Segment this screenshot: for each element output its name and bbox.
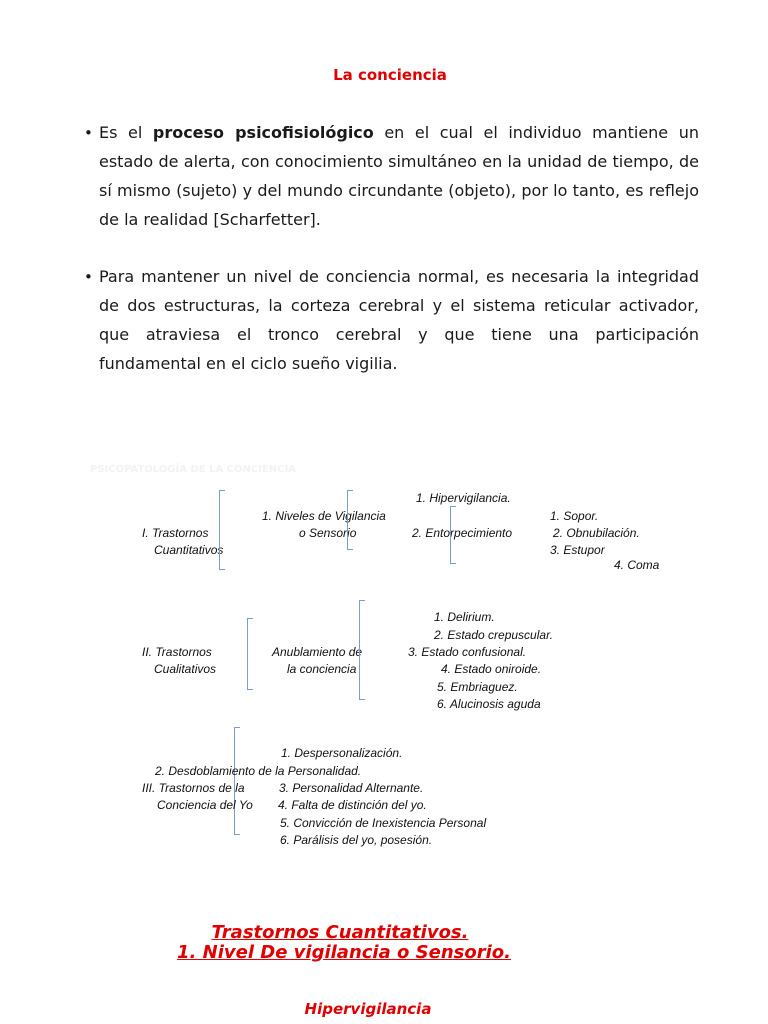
group2-item5: 5. Embriaguez. xyxy=(437,680,518,694)
group1-sub-line2: o Sensorio xyxy=(299,526,357,540)
group1-label-line1: I. Trastornos xyxy=(142,526,209,540)
group3-item5: 5. Convicción de Inexistencia Personal xyxy=(280,816,487,830)
group2-label-line2: Cualitativos xyxy=(154,662,217,676)
paragraph-bold-term: proceso psicofisiológico xyxy=(152,123,374,142)
bullet-marker: • xyxy=(84,124,93,142)
group2-sub-brace xyxy=(359,600,365,700)
page-title: La conciencia xyxy=(333,66,447,84)
group2-item3: 3. Estado confusional. xyxy=(408,645,527,659)
diagram-header: PSICOPATOLOGÍA DE LA CONCIENCIA xyxy=(90,464,296,475)
group2-sub xyxy=(272,644,362,678)
group1-item-brace xyxy=(450,506,456,564)
group2-sub-line2: la conciencia xyxy=(287,662,357,676)
group2-label xyxy=(142,644,216,678)
group1-label-line2: Cuantitativos xyxy=(154,543,224,557)
group3-item3: 3. Personalidad Alternante. xyxy=(279,781,424,795)
paragraph-consciousness-structures: Para mantener un nivel de conciencia normal, es necesaria la integridad de dos estructuras, la corteza cerebral y el sistema reticular activador, que atraviesa el tronco cerebral y que tiene una participación fundamental en el ciclo sueño vigilia. xyxy=(99,267,699,373)
group1-sub-brace xyxy=(347,490,353,550)
group3-item4: 4. Falta de distinción del yo. xyxy=(278,798,427,812)
group3-label-line2: Conciencia del Yo xyxy=(157,798,253,812)
group1-item2: 2. Entorpecimiento xyxy=(412,526,513,540)
paragraph-pre: Es el xyxy=(99,123,153,142)
paragraph-consciousness-definition xyxy=(99,118,699,234)
group2-item6: 6. Alucinosis aguda xyxy=(437,697,541,711)
group2-brace xyxy=(247,618,253,690)
group3-item6: 6. Parálisis del yo, posesión. xyxy=(280,833,433,847)
group3-item1: 1. Despersonalización. xyxy=(281,746,403,760)
section-heading-1: Trastornos Cuantitativos. xyxy=(211,922,469,943)
group2-sub-line1: Anublamiento de xyxy=(272,645,363,659)
group1-subitem4: 4. Coma xyxy=(614,558,660,572)
group1-subitem2: 2. Obnubilación. xyxy=(553,526,640,540)
group2-item4: 4. Estado oniroide. xyxy=(441,662,542,676)
group2-label-line1: II. Trastornos xyxy=(142,645,212,659)
paragraph-post: en el cual el individuo mantiene un estado de alerta, con conocimiento simultáneo en la unidad de tiempo, de sí mismo (sujeto) y del mundo circundante (objeto), por lo tanto, es reflejo de la realidad [Scharfetter]. xyxy=(99,123,699,229)
section-subheading: Hipervigilancia xyxy=(304,1000,432,1018)
group3-label-line1: III. Trastornos de la xyxy=(142,781,245,795)
group1-sub-line1: 1. Niveles de Vigilancia xyxy=(262,509,386,523)
section-heading-2: 1. Nivel De vigilancia o Sensorio. xyxy=(177,942,511,963)
group1-subitem3: 3. Estupor xyxy=(550,543,605,557)
group1-item1: 1. Hipervigilancia. xyxy=(416,491,511,505)
group1-sub xyxy=(262,508,386,542)
group1-subitem1: 1. Sopor. xyxy=(550,509,599,523)
group1-brace xyxy=(219,490,225,570)
group2-item2: 2. Estado crepuscular. xyxy=(434,628,553,642)
group3-item2: 2. Desdoblamiento de la Personalidad. xyxy=(155,764,362,778)
bullet-marker: • xyxy=(84,268,93,286)
group2-item1: 1. Delirium. xyxy=(434,610,495,624)
group1-label xyxy=(142,525,223,559)
